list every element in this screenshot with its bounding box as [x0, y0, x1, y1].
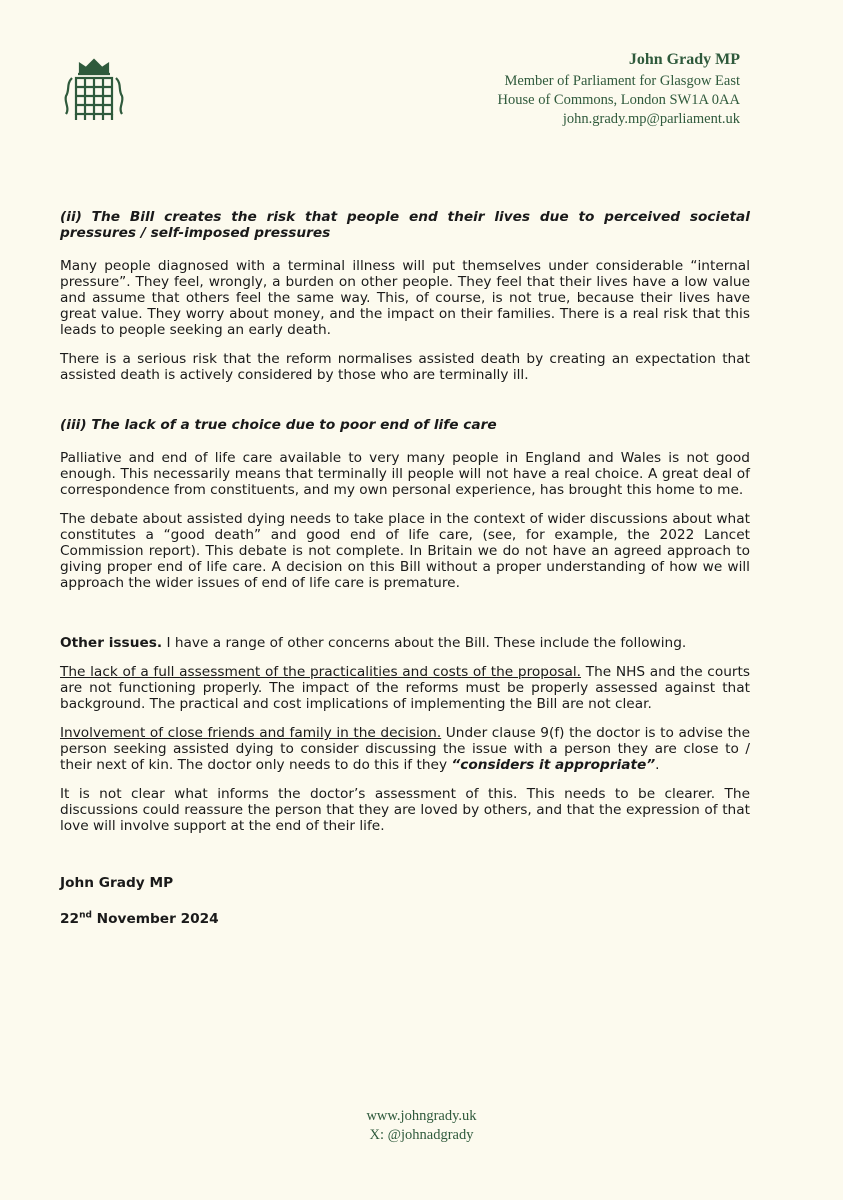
issue-end: . [655, 757, 660, 773]
signature-name: John Grady MP [60, 875, 174, 891]
paragraph: The debate about assisted dying needs to take place in the context of wider discussions about what constitutes a “good death” and good end of life care, (see, for example, the 2022 Lancet Commission report). This debate is not complete. In Britain we do not have an agreed approach to giving proper end of life care. A decision on this Bill without a proper understanding of how we will approach the wider issues of end of life care is premature. [60, 511, 750, 591]
issue-title: The lack of a full assessment of the practicalities and costs of the proposal. [60, 664, 582, 680]
paragraph: Palliative and end of life care available to very many people in England and Wales is not good enough. This necessarily means that terminally ill people will not have a real choice. A great deal of correspondence from constituents, and my own personal experience, has brought this home to me. [60, 450, 750, 498]
footer [0, 1107, 843, 1145]
paragraph: There is a serious risk that the reform normalises assisted death by creating an expectation that assisted death is actively considered by those who are terminally ill. [60, 351, 750, 383]
issue-quote: “considers it appropriate” [451, 757, 656, 773]
mp-name: John Grady MP [628, 51, 740, 68]
section-heading-iii: (iii) The lack of a true choice due to poor end of life care [60, 417, 497, 433]
letterhead [498, 50, 740, 129]
other-issues-label: Other issues. [60, 635, 163, 651]
issue-title: Involvement of close friends and family in the decision. [60, 725, 442, 741]
paragraph: Many people diagnosed with a terminal illness will put themselves under considerable “internal pressure”. They feel, wrongly, a burden on other people. They feel that their lives have a low value and assume that others feel the same way. This, of course, is not true, because their lives have great value. They worry about money, and the impact on their families. There is a real risk that this leads to people seeking an early death. [60, 258, 750, 338]
letter-body [60, 209, 750, 927]
issue-practicalities [60, 664, 750, 712]
issue-text: The NHS and the courts are not functioning properly. The impact of the reforms must be properly assessed against that background. The practical and cost implications of implementing the Bill are not clear. [60, 664, 750, 712]
other-issues-text: I have a range of other concerns about the Bill. These include the following. [162, 635, 687, 651]
issue-family [60, 725, 750, 773]
signature-date: 22nd November 2024 [60, 910, 219, 927]
mp-email[interactable]: john.grady.mp@parliament.uk [562, 111, 740, 127]
other-issues-intro [60, 635, 750, 651]
mp-address: House of Commons, London SW1A 0AA [497, 92, 740, 108]
footer-website[interactable]: www.johngrady.uk [366, 1108, 477, 1124]
portcullis-crest-icon [62, 56, 126, 128]
section-heading-ii: (ii) The Bill creates the risk that people end their lives due to perceived societal pressures / self-imposed pressures [60, 209, 750, 241]
footer-social[interactable]: X: @johnadgrady [369, 1127, 474, 1143]
mp-role: Member of Parliament for Glasgow East [504, 73, 740, 89]
paragraph: It is not clear what informs the doctor’s assessment of this. This needs to be clearer. The discussions could reassure the person that they are loved by others, and that the expression of that love will involve support at the end of their life. [60, 786, 750, 834]
signature-block [60, 875, 750, 927]
issue-text: Under clause 9(f) the doctor is to advise the person seeking assisted dying to consider discussing the issue with a person they are close to / their next of kin. The doctor only needs to do this if they [60, 725, 751, 773]
